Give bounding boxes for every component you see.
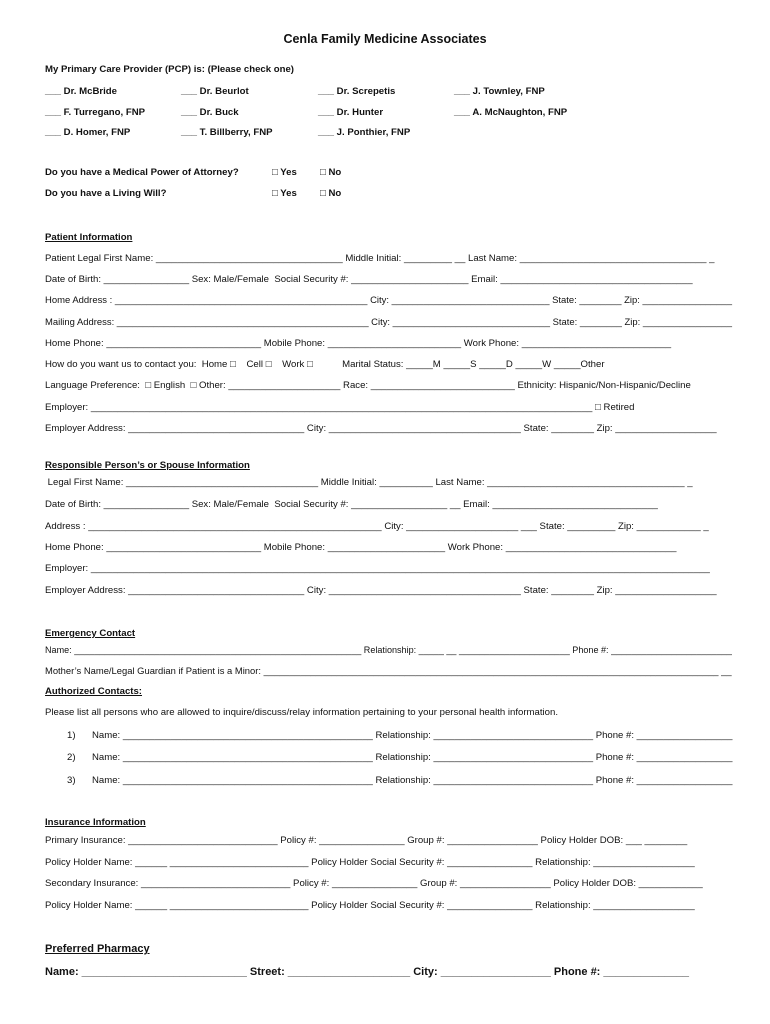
responsible-employer-row[interactable]: Employer: ____________________________________________________________________________________________________________________ <box>45 563 710 574</box>
pcp-option-mcnaughton[interactable]: ___ A. McNaughton, FNP <box>454 107 568 118</box>
emergency-name-row[interactable]: Name: _________________________________________________________ Relationship: _____ __ ______________________ Phone #: ________________________ <box>45 645 732 656</box>
pcp-prompt: My Primary Care Provider (PCP) is: (Please check one) <box>45 64 295 75</box>
authorized-contact-row-1[interactable]: Name: _______________________________________________ Relationship: ______________________________ Phone #: __________________ <box>92 730 733 741</box>
medical-poa-no-checkbox[interactable]: □ No <box>320 167 342 178</box>
patient-info-heading: Patient Information <box>45 232 133 243</box>
primary-insurance-row[interactable]: Primary Insurance: ____________________________ Policy #: ________________ Group #: _________________ Policy Holder DOB: ___ ________ <box>45 835 688 846</box>
authorized-contacts-heading: Authorized Contacts: <box>45 686 143 697</box>
living-will-yes-checkbox[interactable]: □ Yes <box>272 188 297 199</box>
pcp-option-screpetis[interactable]: ___ Dr. Screpetis <box>318 86 396 97</box>
secondary-policy-holder-row[interactable]: Policy Holder Name: ______ __________________________ Policy Holder Social Security #: ________________ Relationship: ___________________ <box>45 900 695 911</box>
responsible-person-heading: Responsible Person’s or Spouse Information <box>45 460 250 471</box>
patient-phone-row[interactable]: Home Phone: _____________________________ Mobile Phone: _________________________ Work Phone: ____________________________ <box>45 338 672 349</box>
insurance-info-heading: Insurance Information <box>45 817 146 828</box>
pcp-option-hunter[interactable]: ___ Dr. Hunter <box>318 107 384 118</box>
patient-name-row[interactable]: Patient Legal First Name: ___________________________________ Middle Initial: _________ __ Last Name: ___________________________________ _ <box>45 253 715 264</box>
responsible-address-row[interactable]: Address : _______________________________________________________ City: _____________________ ___ State: _________ Zip: ____________ _ <box>45 521 709 532</box>
patient-employer-address-row[interactable]: Employer Address: _________________________________ City: ____________________________________ State: ________ Zip: ___________________ <box>45 423 717 434</box>
pcp-option-beurlot[interactable]: ___ Dr. Beurlot <box>181 86 249 97</box>
preferred-pharmacy-heading: Preferred Pharmacy <box>45 943 150 955</box>
responsible-employer-address-row[interactable]: Employer Address: _________________________________ City: ____________________________________ State: ________ Zip: ___________________ <box>45 585 717 596</box>
responsible-name-row[interactable]: Legal First Name: ____________________________________ Middle Initial: __________ Last Name: _____________________________________ _ <box>45 477 693 488</box>
living-will-no-checkbox[interactable]: □ No <box>320 188 342 199</box>
emergency-contact-heading: Emergency Contact <box>45 628 136 639</box>
authorized-contact-number: 3) <box>67 775 76 786</box>
pcp-option-townley[interactable]: ___ J. Townley, FNP <box>454 86 545 97</box>
pharmacy-row[interactable]: Name: ___________________________ Street: ____________________ City: __________________ Phone #: ______________ <box>45 966 690 978</box>
pcp-option-mcbride[interactable]: ___ Dr. McBride <box>45 86 117 97</box>
patient-dob-row[interactable]: Date of Birth: ________________ Sex: Male/Female Social Security #: ______________________ Email: ____________________________________ <box>45 274 693 285</box>
living-will-question: Do you have a Living Will? <box>45 188 167 199</box>
pcp-option-homer[interactable]: ___ D. Homer, FNP <box>45 127 131 138</box>
pcp-option-turregano[interactable]: ___ F. Turregano, FNP <box>45 107 146 118</box>
responsible-dob-row[interactable]: Date of Birth: ________________ Sex: Male/Female Social Security #: __________________ __ Email: _______________________________ <box>45 499 658 510</box>
pcp-option-buck[interactable]: ___ Dr. Buck <box>181 107 239 118</box>
patient-home-address-row[interactable]: Home Address : ________________________________________________ City: ______________________________ State: ________ Zip: _________________ <box>45 295 732 306</box>
patient-mailing-address-row[interactable]: Mailing Address: ________________________________________________ City: ______________________________ State: ________ Zip: _________________ <box>45 317 732 328</box>
patient-language-row[interactable]: Language Preference: □ English □ Other: _____________________ Race: ___________________________ Ethnicity: Hispanic/Non-Hispanic/Decline <box>45 380 691 391</box>
pcp-option-ponthier[interactable]: ___ J. Ponthier, FNP <box>318 127 411 138</box>
patient-employer-row[interactable]: Employer: ______________________________________________________________________________________________ □ Retired <box>45 402 635 413</box>
medical-poa-question: Do you have a Medical Power of Attorney? <box>45 167 239 178</box>
authorized-contact-number: 1) <box>67 730 76 741</box>
primary-policy-holder-row[interactable]: Policy Holder Name: ______ __________________________ Policy Holder Social Security #: ________________ Relationship: ___________________ <box>45 857 695 868</box>
secondary-insurance-row[interactable]: Secondary Insurance: ____________________________ Policy #: ________________ Group #: _________________ Policy Holder DOB: ____________ <box>45 878 703 889</box>
page-title: Cenla Family Medicine Associates <box>283 32 487 46</box>
guardian-name-row[interactable]: Mother’s Name/Legal Guardian if Patient is a Minor: _______________________________________________________________________________________ __ <box>45 666 732 677</box>
patient-contact-pref-row[interactable]: How do you want us to contact you: Home □ Cell □ Work □ Marital Status: _____M _____S _____D _____W _____Other <box>45 359 605 370</box>
authorized-contact-number: 2) <box>67 752 76 763</box>
responsible-phone-row[interactable]: Home Phone: _____________________________ Mobile Phone: ______________________ Work Phone: ________________________________ <box>45 542 677 553</box>
authorized-contact-row-3[interactable]: Name: _______________________________________________ Relationship: ______________________________ Phone #: __________________ <box>92 775 733 786</box>
pcp-option-billberry[interactable]: ___ T. Billberry, FNP <box>181 127 273 138</box>
authorized-contact-row-2[interactable]: Name: _______________________________________________ Relationship: ______________________________ Phone #: __________________ <box>92 752 733 763</box>
authorized-contacts-intro: Please list all persons who are allowed to inquire/discuss/relay information pertaining to your personal health information. <box>45 707 559 718</box>
medical-poa-yes-checkbox[interactable]: □ Yes <box>272 167 297 178</box>
